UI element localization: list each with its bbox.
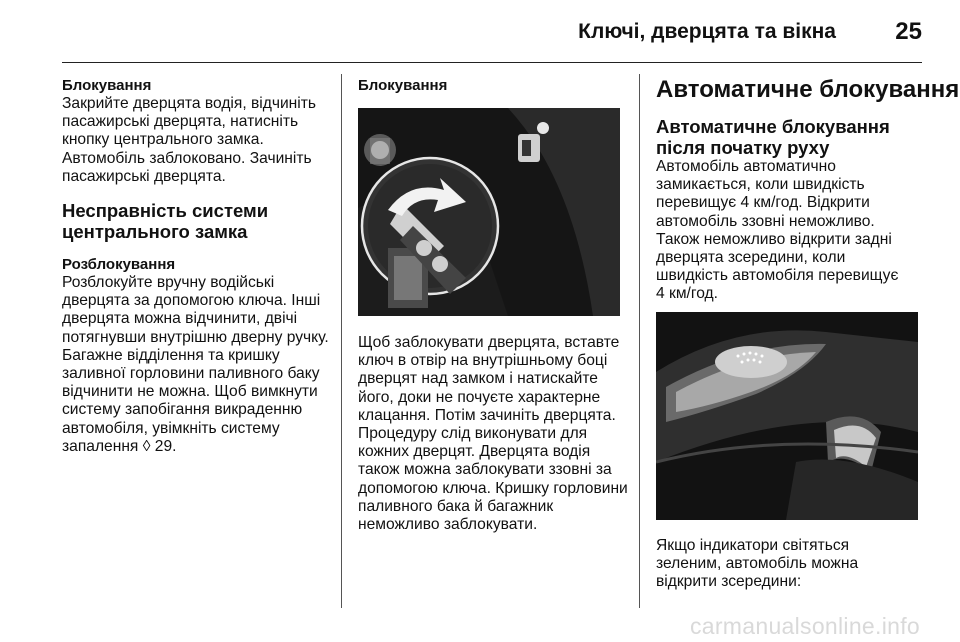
column-2 — [358, 77, 630, 95]
lock-with-key-paragraph: Щоб заблокувати дверцята, вставте ключ в отвір на внутрішньому боці дверцят над замком і натискайте його, доки не почуєте характерне клацання. Потім зачиніть дверцята. Процедуру слід виконувати для кожних дверцят. Дверцята водія також можна заблокувати ззовні за допомогою ключа. Кришку горловини паливного бака й багажник неможливо заблокувати. — [358, 334, 628, 534]
auto-lock-paragraph: Автомобіль автоматично замикається, коли швидкість перевищує 4 км/год. Відкрити автомобіль ззовні неможливо. Також неможливо відкрити задні дверцята зсередини, коли швидкість автомобіля перевищує 4 км/год. — [656, 158, 899, 303]
unlock-paragraph — [62, 274, 334, 456]
fault-heading: Несправність системи центрального замка — [62, 200, 269, 243]
unlock-text: Розблокуйте вручну водійські дверцята за допомогою ключа. Інші дверцята можна відчинити, двічі потягнувши внутрішню дверну ручку. Багажне відділення та кришку заливної горловини паливного баку відчинити не можна. Щоб вимкнути систему запобігання викраденню автомобіля, увімкніть систему запалення — [62, 274, 329, 455]
page-number: 25 — [895, 18, 922, 45]
auto-lock-main-heading: Автоматичне блокування — [656, 76, 960, 103]
lock-heading: Блокування — [62, 77, 152, 94]
door-lock-key-photo — [358, 108, 620, 316]
column-1 — [62, 77, 334, 456]
header-rule — [62, 62, 922, 63]
column-3-caption — [656, 537, 916, 592]
auto-lock-sub-heading: Автоматичне блокування після початку руху — [656, 116, 890, 158]
page-reference-icon[interactable]: ◊ — [142, 437, 151, 455]
column-divider-2 — [639, 74, 640, 608]
indicator-caption: Якщо індикатори світяться зеленим, автомобіль можна відкрити зсередини: — [656, 537, 859, 591]
page-header-title: Ключі, дверцята та вікна — [578, 20, 836, 43]
door-lock-illustration — [358, 108, 620, 316]
door-handle-indicator-photo — [656, 312, 918, 520]
unlock-heading: Розблокування — [62, 256, 176, 274]
watermark: carmanualsonline.info — [689, 613, 920, 639]
column-3 — [656, 76, 960, 304]
column-2-text — [358, 334, 630, 534]
door-handle-illustration — [656, 312, 918, 520]
lock-heading-2: Блокування — [358, 77, 448, 94]
lock-paragraph: Закрийте дверцята водія, відчиніть пасажирські дверцята, натисніть кнопку центрального замка. Автомобіль заблоковано. Зачиніть пасажирські дверцята. — [62, 95, 317, 185]
unlock-ref[interactable]: 29. — [154, 437, 177, 455]
column-divider-1 — [341, 74, 342, 608]
